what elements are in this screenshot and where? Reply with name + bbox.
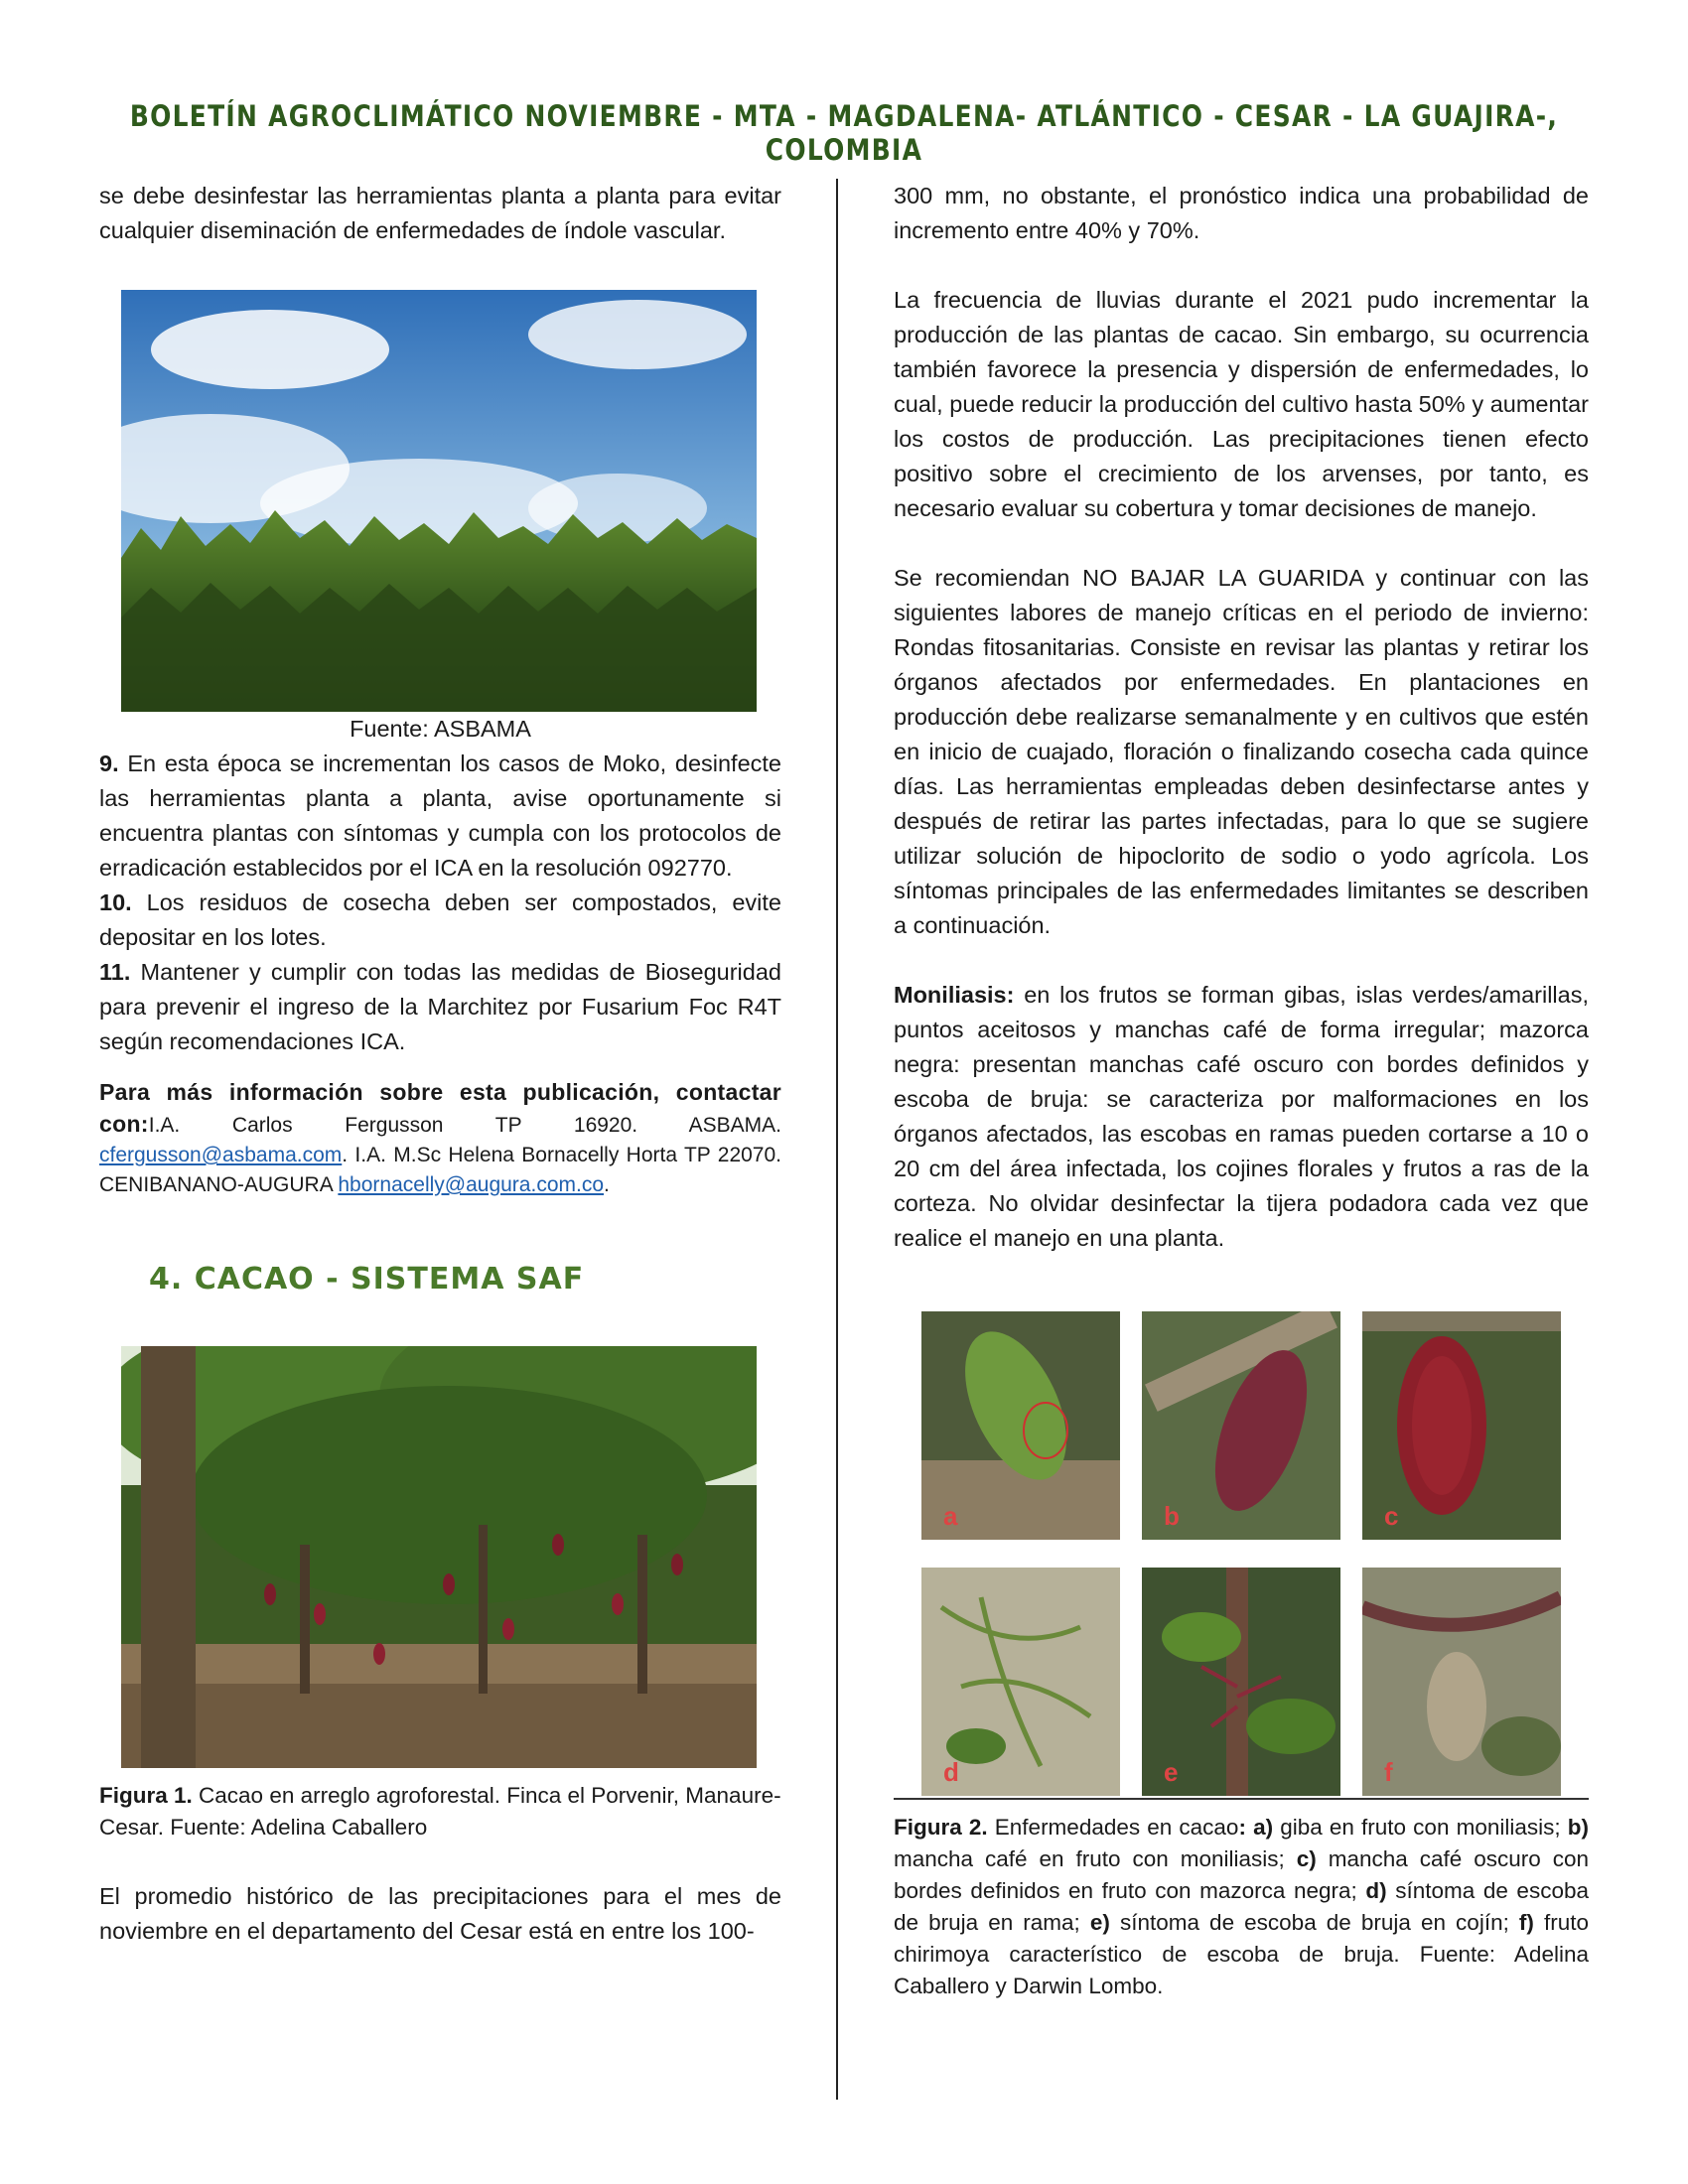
recommendations-paragraph: Se recomiendan NO BAJAR LA GUARIDA y continuar con las siguientes labores de manejo críticas en el periodo de invierno: Rondas fitosanitarias. Consiste en revisar las plantas y retirar los órganos afectados por enfermedades. En plantaciones en producción debe realizarse semanalmente y en cultivos que estén en inicio de cuajado, floración o finalizando cosecha cada quince días. Las herramientas empleadas deben desinfectarse antes y después de retirar las partes infectadas, para lo que se sugiere utilizar solución de hipoclorito de sodio o yodo agrícola. Los síntomas principales de las enfermedades limitantes se describen a continuación. bbox=[894, 565, 1589, 938]
figure1-caption bbox=[99, 1780, 781, 1843]
item9-text: En esta época se incrementan los casos de Moko, desinfecte las herramientas planta a planta, avise oportunamente si encuentra plantas con síntomas y cumpla con los protocolos de erradicación establecidos por el ICA en la resolución 092770. bbox=[99, 751, 781, 881]
cacao-diseases-photo-grid bbox=[921, 1311, 1617, 1798]
figure2-text-f: fruto chirimoya característico de escoba de bruja. Fuente: Adelina Caballero y Darwin Lombo. bbox=[894, 1910, 1589, 1998]
disease-photo-d bbox=[921, 1568, 1120, 1796]
figure2-text-b: mancha café en fruto con moniliasis; bbox=[894, 1846, 1285, 1871]
item11-number: 11. bbox=[99, 959, 131, 985]
figure1-label: Figura 1. bbox=[99, 1783, 193, 1808]
disease-photo-c-label: c bbox=[1384, 1501, 1399, 1531]
disease-photo-b-label: b bbox=[1164, 1501, 1180, 1531]
banana-plantation-photo bbox=[121, 290, 757, 712]
list-item-9 bbox=[99, 747, 781, 886]
item11-text: Mantener y cumplir con todas las medidas de Bioseguridad para prevenir el ingreso de la Marchitez por Fusarium Foc R4T según recomendaciones ICA. bbox=[99, 959, 781, 1054]
figure2-colon: : bbox=[1238, 1815, 1246, 1840]
contact-text-3: . bbox=[604, 1173, 610, 1196]
figure2-text-d: síntoma de escoba de bruja en rama; bbox=[894, 1878, 1589, 1935]
intro-paragraph: se debe desinfestar las herramientas planta a planta para evitar cualquier diseminación de enfermedades de índole vascular. bbox=[99, 183, 781, 243]
list-item-10 bbox=[99, 886, 781, 955]
item10-number: 10. bbox=[99, 889, 132, 915]
rainfall-paragraph-end: 300 mm, no obstante, el pronóstico indica una probabilidad de incremento entre 40% y 70%. bbox=[894, 183, 1589, 243]
figure2-key-c: c) bbox=[1284, 1846, 1317, 1871]
left-column bbox=[99, 179, 781, 1949]
moniliasis-paragraph bbox=[894, 978, 1589, 1256]
contact-info bbox=[99, 1077, 781, 1200]
contact-text-1: I.A. Carlos Fergusson TP 16920. ASBAMA. bbox=[148, 1114, 781, 1137]
figure2-key-f: f) bbox=[1508, 1910, 1534, 1935]
contact-heading: Para más información sobre esta publicación, contactar con: bbox=[99, 1079, 781, 1137]
disease-photo-a-label: a bbox=[943, 1501, 958, 1531]
disease-photo-d-label: d bbox=[943, 1757, 959, 1787]
figure1-text: Cacao en arreglo agroforestal. Finca el Porvenir, Manaure-Cesar. Fuente: Adelina Caballero bbox=[99, 1783, 781, 1840]
section-title: 4. CACAO - SISTEMA SAF bbox=[149, 1262, 585, 1297]
figure2-text-0: Enfermedades en cacao bbox=[987, 1815, 1239, 1840]
rain-frequency-paragraph: La frecuencia de lluvias durante el 2021 pudo incrementar la producción de las plantas de cacao. Sin embargo, su ocurrencia también favorece la presencia y dispersión de enfermedades, lo cual, puede reducir la producción del cultivo hasta 50% y aumentar los costos de producción. Las precipitaciones tienen efecto positivo sobre el crecimiento de los arvenses, por tanto, es necesario evaluar su cobertura y tomar decisiones de manejo. bbox=[894, 287, 1589, 521]
photo1-source: Fuente: ASBAMA bbox=[350, 716, 531, 742]
disease-photo-c bbox=[1362, 1311, 1561, 1540]
disease-photo-a bbox=[921, 1311, 1120, 1540]
disease-photo-b bbox=[1142, 1311, 1340, 1540]
figure2-text-a: giba en fruto con moniliasis; bbox=[1273, 1815, 1561, 1840]
item10-text: Los residuos de cosecha deben ser compostados, evite depositar en los lotes. bbox=[99, 889, 781, 950]
moniliasis-text: en los frutos se forman gibas, islas verdes/amarillas, puntos aceitosos y manchas café de forma irregular; mazorca negra: presentan manchas café oscuro con bordes definidos y escoba de bruja: se caracteriza por malformaciones en los órganos afectados, las escobas en ramas pueden cortarse a 10 o 20 cm del área infectada, los cojines florales y frutos a ras de la corteza. No olvidar desinfectar la tijera podadora cada vez que realice el manejo en una planta. bbox=[894, 982, 1589, 1251]
list-item-11 bbox=[99, 955, 781, 1059]
disease-photo-e bbox=[1142, 1568, 1340, 1796]
figure2-key-e: e) bbox=[1079, 1910, 1110, 1935]
column-divider bbox=[836, 179, 838, 2100]
disease-photo-f bbox=[1362, 1568, 1561, 1796]
figure2-text-c: mancha café oscuro con bordes definidos en fruto con mazorca negra; bbox=[894, 1846, 1590, 1903]
item9-number: 9. bbox=[99, 751, 119, 776]
figure2-key-a: a) bbox=[1245, 1815, 1274, 1840]
disease-photo-f-label: f bbox=[1384, 1757, 1393, 1787]
figure2-caption-box bbox=[894, 1798, 1589, 2002]
right-column bbox=[894, 179, 1589, 2002]
figure2-text-e: síntoma de escoba de bruja en cojín; bbox=[1109, 1910, 1509, 1935]
figure2-key-d: d) bbox=[1356, 1878, 1387, 1903]
contact-email-link-2[interactable]: hbornacelly@augura.com.co bbox=[338, 1173, 605, 1196]
figure2-key-b: b) bbox=[1560, 1815, 1589, 1840]
page-header: BOLETÍN AGROCLIMÁTICO NOVIEMBRE - MTA - MAGDALENA- ATLÁNTICO - CESAR - LA GUAJIRA-, COLOMBIA bbox=[129, 99, 1559, 167]
cacao-agroforestry-photo bbox=[121, 1346, 757, 1768]
contact-text-2: . I.A. M.Sc Helena Bornacelly Horta TP 22070. CENIBANANO-AUGURA bbox=[99, 1144, 781, 1196]
figure2-caption bbox=[894, 1812, 1589, 2002]
disease-photo-e-label: e bbox=[1164, 1757, 1179, 1787]
contact-email-link-1[interactable]: cfergusson@asbama.com bbox=[99, 1144, 343, 1166]
moniliasis-label: Moniliasis: bbox=[894, 982, 1015, 1008]
figure2-label: Figura 2. bbox=[894, 1815, 988, 1840]
rainfall-paragraph-start: El promedio histórico de las precipitaciones para el mes de noviembre en el departamento del Cesar está en entre los 100- bbox=[99, 1883, 781, 1944]
